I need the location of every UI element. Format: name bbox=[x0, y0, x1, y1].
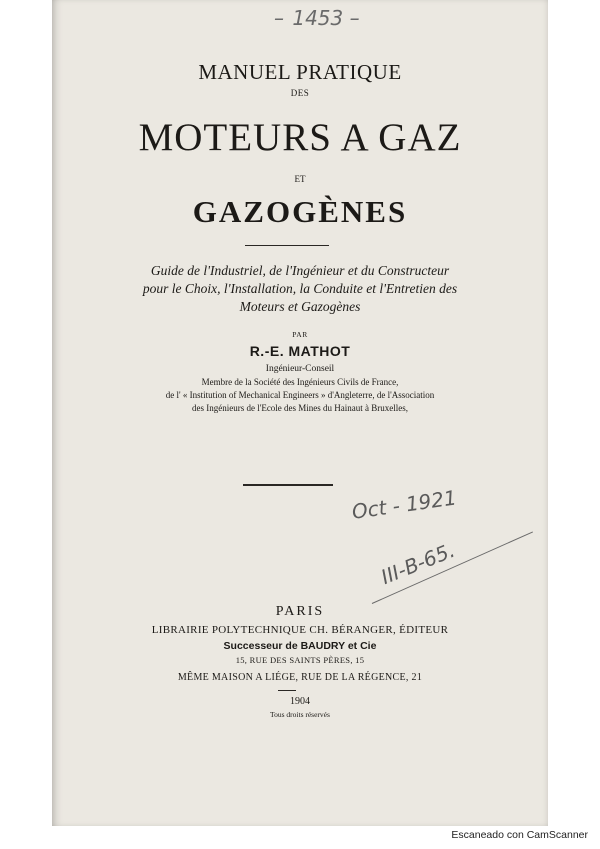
author-credential-1: Membre de la Société des Ingénieurs Civils de France, bbox=[201, 377, 399, 387]
handwritten-date-note: Oct - 1921 bbox=[350, 485, 459, 524]
scanner-watermark: Escaneado con CamScanner bbox=[451, 829, 588, 841]
publisher-name: LIBRAIRIE POLYTECHNIQUE CH. BÉRANGER, ÉDITEUR bbox=[151, 624, 449, 636]
title-line-2: DES bbox=[290, 88, 310, 98]
author-name: R.-E. MATHOT bbox=[249, 343, 351, 359]
year-dash bbox=[278, 690, 296, 691]
author-par: PAR bbox=[292, 330, 308, 339]
publisher-successor: Successeur de BAUDRY et Cie bbox=[223, 640, 377, 652]
secondary-title: GAZOGÈNES bbox=[192, 194, 408, 229]
publisher-city: PARIS bbox=[275, 604, 325, 619]
section-divider bbox=[243, 484, 333, 486]
title-line-1: MANUEL PRATIQUE bbox=[198, 60, 402, 84]
author-credential-3: des Ingénieurs de l'Ecole des Mines du Hainaut à Bruxelles, bbox=[191, 403, 409, 413]
subtitle-line-2: pour le Choix, l'Installation, la Conduite et l'Entretien des bbox=[142, 281, 458, 296]
subtitle-line-3: Moteurs et Gazogènes bbox=[239, 299, 361, 314]
author-credential-2: de l' « Institution of Mechanical Engineers » d'Angleterre, de l'Association bbox=[165, 390, 435, 400]
handwritten-shelf-mark: III-B-65. bbox=[377, 537, 459, 590]
handwritten-catalog-number: – 1453 – bbox=[274, 6, 360, 30]
subtitle-line-1: Guide de l'Industriel, de l'Ingénieur et du Constructeur bbox=[150, 263, 450, 278]
publisher-address: 15, RUE DES SAINTS PÈRES, 15 bbox=[235, 655, 365, 665]
title-line-4: ET bbox=[294, 174, 306, 184]
author-role: Ingénieur-Conseil bbox=[265, 364, 335, 374]
publisher-branch: MÊME MAISON A LIÉGE, RUE DE LA RÉGENCE, 21 bbox=[177, 672, 423, 683]
book-title-page bbox=[52, 0, 548, 826]
rights-notice: Tous droits réservés bbox=[270, 710, 330, 719]
title-divider bbox=[245, 245, 329, 246]
main-title: MOTEURS A GAZ bbox=[138, 116, 462, 159]
publication-year: 1904 bbox=[290, 696, 310, 707]
